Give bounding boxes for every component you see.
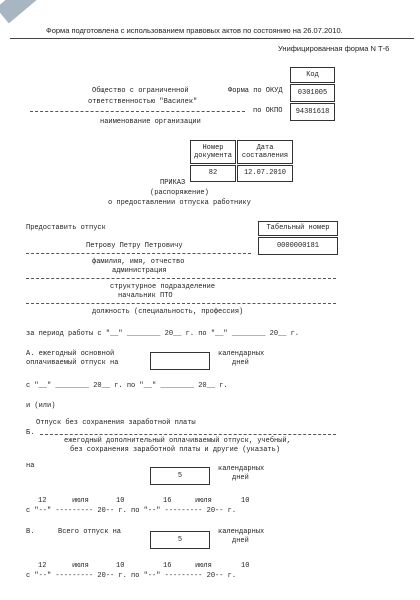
doc-date-header: Дата составления [237, 140, 293, 164]
header-rule [10, 38, 414, 39]
section-v-from-year: 10 [116, 562, 125, 570]
org-name-line2: ответственностью "Василек" [88, 98, 198, 106]
section-b-dates-line: с "--" --------- 20-- г. по "--" --------- 20-- г. [26, 507, 237, 515]
section-b-days-box[interactable]: 5 [150, 467, 210, 485]
or-label: и (или) [26, 402, 56, 410]
section-b-from-month: июля [72, 497, 89, 505]
section-b-on-label: на [26, 462, 35, 470]
section-a-dates-line: с "__" ________ 20__ г. по "__" ________ 20__ г. [26, 382, 228, 390]
section-b-prefix: Б. [26, 429, 35, 437]
work-period-line: за период работы с "__" ________ 20__ г. по "__" ________ 20__ г. [26, 330, 300, 338]
section-a-days-box[interactable] [150, 352, 210, 370]
section-b-desc2: без сохранения заработной платы и другие (указать) [70, 446, 281, 454]
doc-number: 82 [190, 165, 236, 182]
order-subtitle: (распоряжение) [150, 189, 209, 197]
section-v-to-year: 10 [241, 562, 250, 570]
section-a-days-unit: дней [232, 359, 249, 367]
org-name-line1: Общество с ограниченной [92, 87, 189, 95]
section-b-rule [40, 434, 336, 435]
section-b-from-year: 10 [116, 497, 125, 505]
section-v-days-label: календарных [218, 528, 265, 536]
section-v-from-month: июля [72, 562, 89, 570]
position-value: начальник ПТО [118, 292, 173, 300]
okud-code: 0301005 [290, 84, 335, 102]
section-b-desc1: ежегодный дополнительный оплачиваемый отпуск, учебный, [64, 437, 291, 445]
okpo-label: по ОКПО [253, 107, 283, 115]
section-b-to-month: июля [195, 497, 212, 505]
position-caption: должность (специальность, профессия) [92, 308, 244, 316]
section-a-line1: А. ежегодный основной [26, 350, 115, 358]
order-purpose: о предоставлении отпуска работнику [108, 199, 251, 207]
employee-name-rule [26, 253, 251, 254]
section-v-days-box[interactable]: 5 [150, 531, 210, 549]
grant-leave-label: Предоставить отпуск [26, 224, 106, 232]
employee-name: Петрову Петру Петровичу [86, 242, 183, 250]
department-caption: структурное подразделение [110, 283, 216, 291]
org-name-caption: наименование организации [100, 118, 201, 126]
section-b-days-label: календарных [218, 465, 265, 473]
tabnum-value: 0000000181 [258, 237, 338, 255]
doc-date: 12.07.2010 [237, 165, 293, 182]
position-rule [26, 303, 336, 304]
section-b-to-day: 16 [163, 497, 172, 505]
section-b-days-unit: дней [232, 474, 249, 482]
okpo-code: 94381618 [290, 103, 335, 121]
section-b-from-day: 12 [38, 497, 47, 505]
section-b-to-year: 10 [241, 497, 250, 505]
section-v-to-day: 16 [163, 562, 172, 570]
header-note: Форма подготовлена с использованием правовых актов по состоянию на 26.07.2010. [46, 26, 343, 35]
department-value: администрация [112, 267, 167, 275]
section-a-days-label: календарных [218, 350, 265, 358]
employee-name-caption: фамилия, имя, отчество [92, 258, 185, 266]
section-v-dates-line: с "--" --------- 20-- г. по "--" --------- 20-- г. [26, 572, 237, 580]
section-v-days-unit: дней [232, 537, 249, 545]
section-v-to-month: июля [195, 562, 212, 570]
okud-label: Форма по ОКУД [228, 87, 283, 95]
org-name-rule [30, 111, 245, 112]
code-header: Код [290, 67, 335, 83]
section-v-prefix: В. [26, 528, 35, 536]
department-rule [26, 278, 336, 279]
tabnum-header: Табельный номер [258, 221, 338, 236]
watermark [0, 0, 93, 23]
section-v-label: Всего отпуск на [58, 528, 122, 536]
order-title: ПРИКАЗ [160, 179, 186, 187]
section-v-from-day: 12 [38, 562, 47, 570]
unified-form-label: Унифицированная форма N Т-6 [278, 44, 390, 53]
section-a-line2: оплачиваемый отпуск на [26, 359, 119, 367]
doc-number-header: Номер документа [190, 140, 236, 164]
unpaid-leave-label: Отпуск без сохранения заработной платы [36, 419, 196, 427]
